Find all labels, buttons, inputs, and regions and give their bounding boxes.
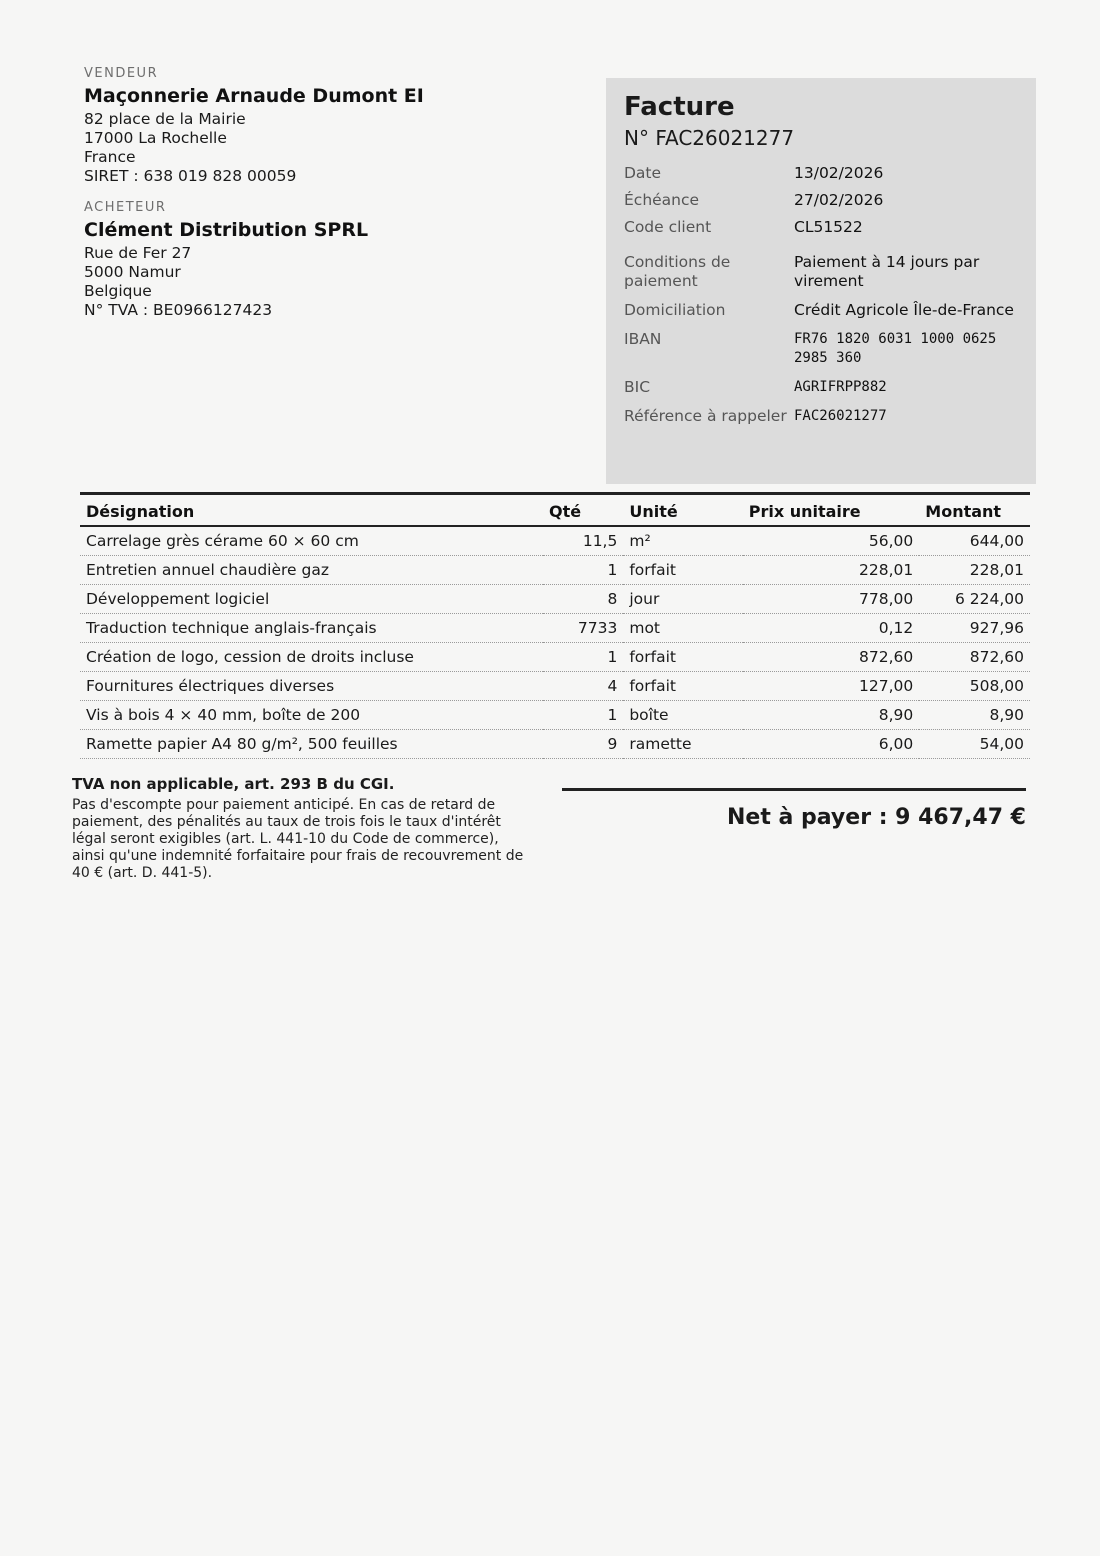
reference-value: FAC26021277 [794,408,887,424]
header-unit: Unité [623,494,742,527]
row-qty: 9 [543,730,623,759]
row-designation: Développement logiciel [80,585,543,614]
invoice-number: N° FAC26021277 [624,126,795,150]
row-amount: 54,00 [919,730,1030,759]
table-row [80,730,1030,759]
row-unit-price: 56,00 [743,526,920,556]
table-row [80,643,1030,672]
buyer-name: Clément Distribution SPRL [84,219,369,241]
row-unit-price: 6,00 [743,730,920,759]
client-code-label: Code client [624,218,712,236]
buyer-vat-number: N° TVA : BE0966127423 [84,301,273,319]
client-code-value: CL51522 [794,218,863,236]
row-unit: mot [623,614,742,643]
invoice-meta [624,164,1018,426]
row-amount: 872,60 [919,643,1030,672]
seller-address-line-2: 17000 La Rochelle [84,129,227,147]
row-designation: Création de logo, cession de droits incluse [80,643,543,672]
total-block [562,788,1026,830]
table-row [80,585,1030,614]
table-row [80,526,1030,556]
row-qty: 11,5 [543,526,623,556]
row-unit-price: 872,60 [743,643,920,672]
legal-mentions: Pas d'escompte pour paiement anticipé. En cas de retard de paiement, des pénalités au taux de trois fois le taux d'intérêt légal seront exigibles (art. L. 441-10 du Code de commerce), ainsi qu'une indemnité forfaitaire pour frais de recouvrement de 40 € (art. D. 441-5). [72,797,524,881]
seller-country: France [84,148,136,166]
reference-label: Référence à rappeler [624,407,787,425]
invoice-details-box [606,78,1036,484]
row-unit: ramette [623,730,742,759]
bank-value: Crédit Agricole Île-de-France [794,301,1014,319]
buyer-address-line-2: 5000 Namur [84,263,181,281]
net-to-pay: Net à payer : 9 467,47 € [727,805,1026,830]
row-unit: forfait [623,643,742,672]
terms-label: Conditions de paiement [624,253,731,290]
row-amount: 927,96 [919,614,1030,643]
footer-notes [72,775,532,882]
row-amount: 644,00 [919,526,1030,556]
vat-exemption-note: TVA non applicable, art. 293 B du CGI. [72,775,395,793]
bank-label: Domiciliation [624,301,726,319]
table-row [80,701,1030,730]
header-amount: Montant [919,494,1030,527]
row-amount: 228,01 [919,556,1030,585]
header-unit-price: Prix unitaire [743,494,920,527]
terms-value: Paiement à 14 jours par virement [794,253,980,290]
buyer-country: Belgique [84,282,152,300]
row-unit-price: 8,90 [743,701,920,730]
row-designation: Entretien annuel chaudière gaz [80,556,543,585]
date-value: 13/02/2026 [794,164,884,182]
iban-label: IBAN [624,330,662,348]
row-unit-price: 0,12 [743,614,920,643]
row-qty: 1 [543,556,623,585]
items-table-body [80,526,1030,759]
row-designation: Ramette papier A4 80 g/m², 500 feuilles [80,730,543,759]
row-amount: 508,00 [919,672,1030,701]
table-row [80,672,1030,701]
bic-value: AGRIFRPP882 [794,379,887,395]
buyer-label: ACHETEUR [84,200,167,215]
row-unit-price: 778,00 [743,585,920,614]
table-row [80,556,1030,585]
row-designation: Carrelage grès cérame 60 × 60 cm [80,526,543,556]
due-value: 27/02/2026 [794,191,884,209]
header-designation: Désignation [80,494,543,527]
buyer-block [84,200,554,320]
date-label: Date [624,164,662,182]
seller-name: Maçonnerie Arnaude Dumont EI [84,85,424,107]
row-unit: forfait [623,556,742,585]
items-table [80,492,1030,759]
seller-block [84,66,554,186]
row-qty: 7733 [543,614,623,643]
table-row [80,614,1030,643]
row-designation: Traduction technique anglais-français [80,614,543,643]
row-designation: Fournitures électriques diverses [80,672,543,701]
header-qty: Qté [543,494,623,527]
seller-siret: SIRET : 638 019 828 00059 [84,167,297,185]
row-qty: 1 [543,701,623,730]
row-unit: jour [623,585,742,614]
row-unit: boîte [623,701,742,730]
due-label: Échéance [624,191,700,209]
total-divider [562,788,1026,791]
row-qty: 4 [543,672,623,701]
iban-value: FR76 1820 6031 1000 0625 2985 360 [794,331,997,366]
row-designation: Vis à bois 4 × 40 mm, boîte de 200 [80,701,543,730]
row-amount: 8,90 [919,701,1030,730]
seller-address-line-1: 82 place de la Mairie [84,110,246,128]
invoice-title: Facture [624,92,735,122]
parties-section [84,66,554,320]
buyer-address-line-1: Rue de Fer 27 [84,244,192,262]
row-unit-price: 127,00 [743,672,920,701]
row-qty: 8 [543,585,623,614]
row-amount: 6 224,00 [919,585,1030,614]
row-unit-price: 228,01 [743,556,920,585]
bic-label: BIC [624,378,651,396]
row-unit: m² [623,526,742,556]
row-qty: 1 [543,643,623,672]
row-unit: forfait [623,672,742,701]
header-row [80,494,1030,527]
items-table-header [80,494,1030,527]
seller-label: VENDEUR [84,66,159,81]
